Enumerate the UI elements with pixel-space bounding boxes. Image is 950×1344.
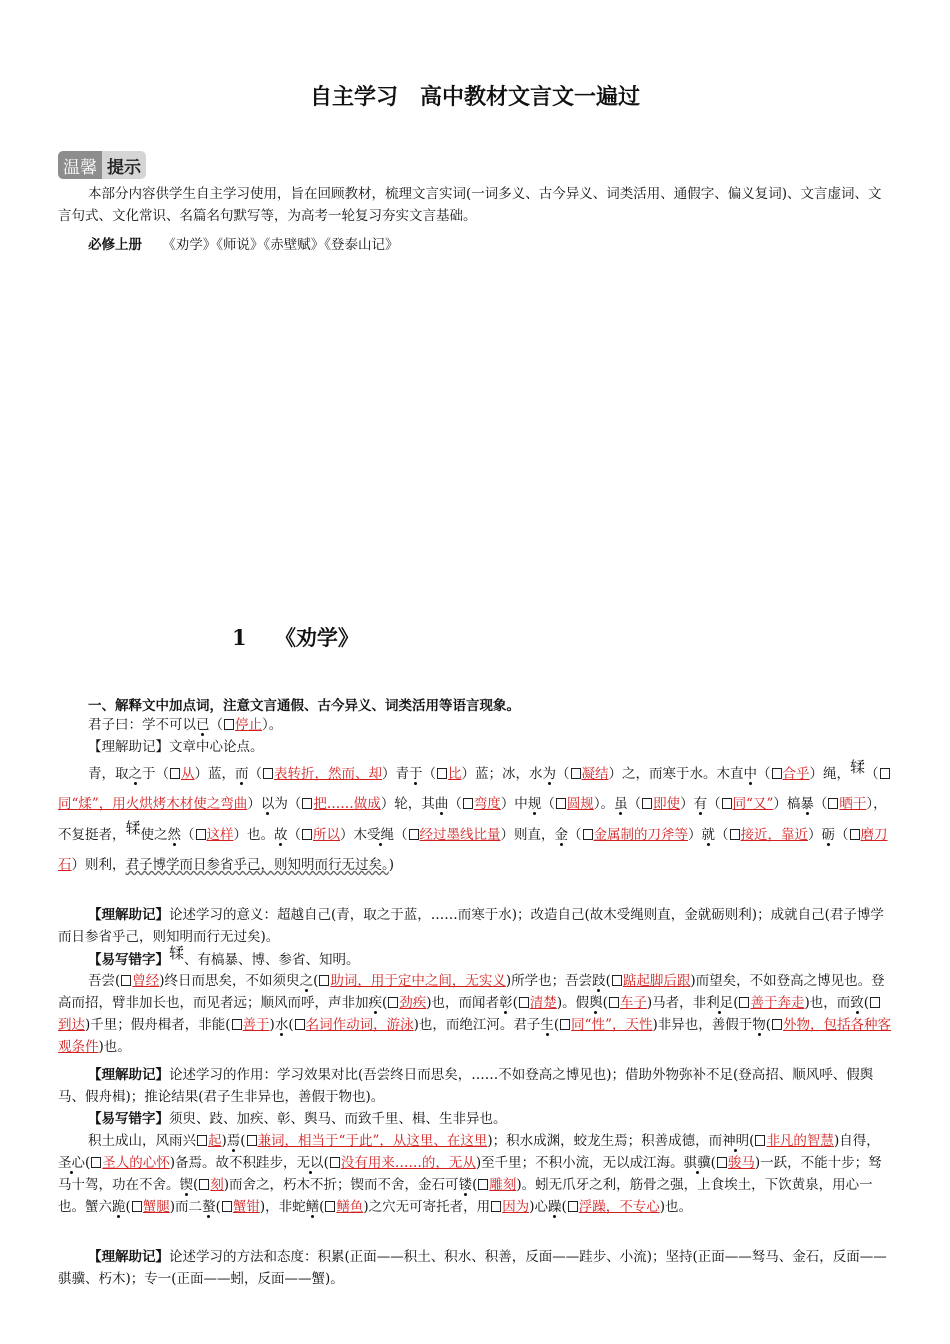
paragraph-1: 君子曰：学不可以已（ 停止）。	[88, 717, 283, 733]
note-2: 【理解助记】论述学习的意义：超越自己(青，取之于蓝，……而寒于水)；改造自己(故木受绳则直，金就砺则利)；成就自己(君子博学而日参省乎己，则知明而行无过矣)。	[58, 907, 884, 945]
note-3: 【理解助记】论述学习的作用：学习效果对比(吾尝终日而思矣，……不如登高之博见也)；借助外物弥补不足(登高招、顺风呼、假舆马、假舟楫)；推论结果(君子生非异也，善假于物也)。	[58, 1067, 874, 1105]
book-label: 必修上册	[88, 237, 142, 253]
chapter-heading: 1 《劝学》	[232, 625, 359, 650]
tip-badge-right: 提示	[102, 151, 146, 179]
section-heading: 一、解释文中加点词，注意文言通假、古今异义、词类活用等语言现象。	[88, 698, 520, 714]
paragraph-2: 青，取之于（ 从）蓝，而（ 表转折，然而、却）青于（ 比）蓝；冰，水为（ 凝结）之，而寒于水。木直中（ 合乎）绳，𫐓（同“煣”，用火烘烤木材使之弯曲）以为（ 把……做成）轮，其曲（ 弯度）中规（ 圆规）。虽（ 即使）有（ 同“又”）槁暴（ 晒干），不复挺者，𫐓使之然（ 这样）也。故（ 所以）木受绳（ 经过墨线比量）则直，金（ 金属制的刀斧等）就（ 接近，靠近）砺（ 磨刀石）则利，君子博学而日参省乎己，则知明而行无过矣。)	[58, 758, 888, 873]
tip-badge	[58, 151, 146, 179]
intro-paragraph: 本部分内容供学生自主学习使用，旨在回顾教材，梳理文言实词(一词多义、古今异义、词类活用、通假字、偏义复词)、文言虚词、文言句式、文化常识、名篇名句默写等，为高考一轮复习夯实文言基础。	[58, 186, 882, 224]
typo-note-1: 【易写错字】𫐓、有槁暴、博、参省、知明。	[88, 944, 360, 968]
book-line	[58, 234, 893, 256]
paragraph-3: 吾尝( 曾经)终日而思矣，不如须臾之( 助词，用于定中之间，无实义)所学也；吾尝跂( 踮起脚后跟)而望矣，不如登高之博见也。登高而招，臂非加长也，而见者远；顺风而呼，声非加疾( 劲疾)也，而闻者彰( 清楚)。假舆( 车子)马者，非利足( 善于奔走)也，而致(到达)千里；假舟楫者，非能( 善于)水( 名词作动词，游泳)也，而绝江河。君子生( 同“性”，天性)非异也，善假于物( 外物，包括各种客观条件)也。	[58, 973, 892, 1055]
note-1: 【理解助记】文章中心论点。	[88, 739, 264, 755]
note-4: 【理解助记】论述学习的方法和态度：积累(正面——积土、积水、积善，反面——跬步、小流)；坚持(正面——驽马、金石，反面——骐骥、朽木)；专一(正面——蚓，反面——蟹)。	[58, 1249, 887, 1287]
page-title: 自主学习 高中教材文言文一遍过	[309, 85, 640, 110]
tip-badge-left: 温馨	[58, 151, 102, 179]
typo-note-2: 【易写错字】须臾、跂、加疾、彰、舆马、而致千里、楫、生非异也。	[88, 1111, 507, 1127]
paragraph-4: 积土成山，风雨兴 起)焉( 兼词，相当于“于此”，从这里、在这里)；积水成渊，蛟龙生焉；积善成德，而神明( 非凡的智慧)自得，圣心( 圣人的心怀)备焉。故不积跬步，无以( 没有用来……的，无从)至千里；不积小流，无以成江海。骐骥( 骏马)一跃，不能十步；驽马十驾，功在不舍。锲( 刻)而舍之，朽木不折；锲而不舍，金石可镂( 雕刻)。蚓无爪牙之利，筋骨之强，上食埃土，下饮黄泉，用心一也。蟹六跪( 蟹腿)而二螯( 蟹钳)，非蛇鳝( 鳝鱼)之穴无可寄托者，用 因为)心躁( 浮躁，不专心)也。	[58, 1133, 882, 1215]
book-titles: 《劝学》《师说》《赤壁赋》《登泰山记》	[169, 237, 399, 253]
